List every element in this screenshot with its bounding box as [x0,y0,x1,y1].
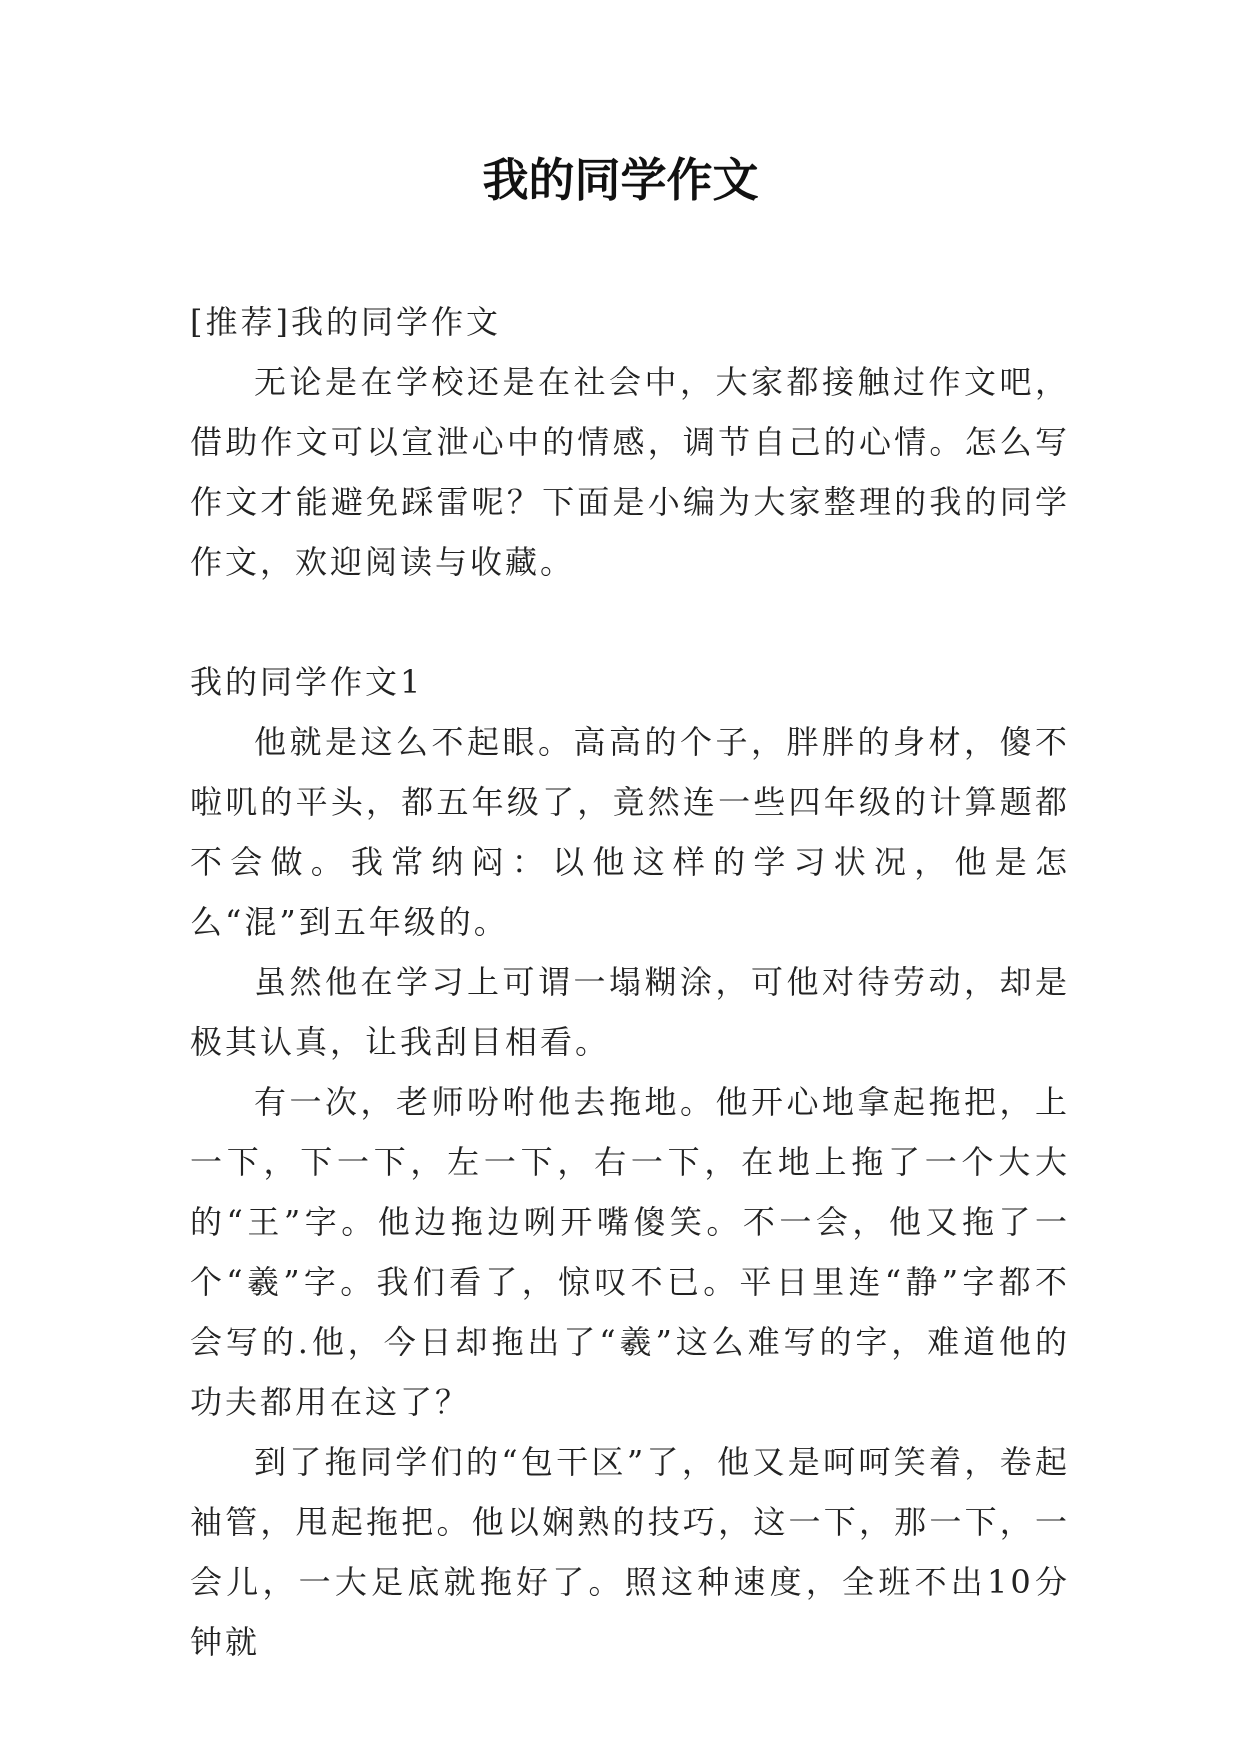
intro-paragraph: 无论是在学校还是在社会中，大家都接触过作文吧，借助作文可以宣泄心中的情感，调节自己的心情。怎么写作文才能避免踩雷呢？下面是小编为大家整理的我的同学作文，欢迎阅读与收藏。 [190,363,1070,581]
body-paragraph: 他就是这么不起眼。高高的个子，胖胖的身材，傻不啦叽的平头，都五年级了，竟然连一些四年级的计算题都不会做。我常纳闷：以他这样的学习状况，他是怎么“混”到五年级的。 [190,723,1070,941]
body-paragraph: 虽然他在学习上可谓一塌糊涂，可他对待劳动，却是极其认真，让我刮目相看。 [190,963,1070,1061]
document-subtitle: [推荐]我的同学作文 [190,303,501,341]
body-paragraph: 到了拖同学们的“包干区”了，他又是呵呵笑着，卷起袖管，甩起拖把。他以娴熟的技巧，这一下，那一下，一会儿，一大足底就拖好了。照这种速度，全班不出10分钟就 [190,1443,1070,1661]
section-spacer [190,592,1070,652]
section-heading: 我的同学作文1 [190,663,424,701]
document-body [190,292,1070,1672]
document-title: 我的同学作文 [482,153,759,207]
body-paragraph: 有一次，老师吩咐他去拖地。他开心地拿起拖把，上一下，下一下，左一下，右一下，在地上拖了一个大大的“王”字。他边拖边咧开嘴傻笑。不一会，他又拖了一个“羲”字。我们看了，惊叹不已。平日里连“静”字都不会写的.他，今日却拖出了“羲”这么难写的字，难道他的功夫都用在这了？ [190,1083,1070,1421]
